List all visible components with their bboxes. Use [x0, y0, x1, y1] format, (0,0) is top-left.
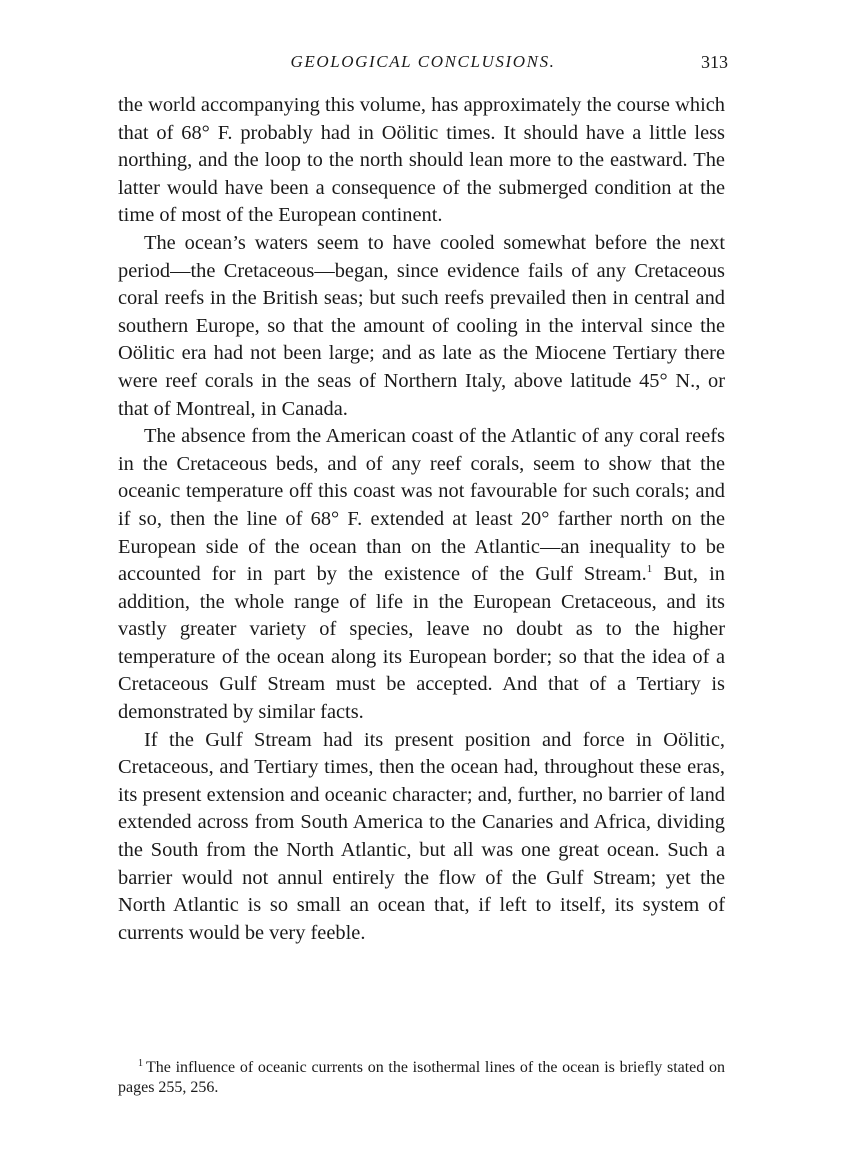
paragraph-continued: the world accompanying this volume, has approximately the course which that of 68° F. probably had in Oölitic times. It should have a little less northing, and the loop to the north should lean more to the eastward. The latter would have been a consequence of the submerged condition at the time of most of the European continent. — [118, 94, 725, 227]
paragraph-cooling: The ocean’s waters seem to have cooled somewhat before the next period—the Cretaceous—began, since evidence fails of any Cretaceous coral reefs in the British seas; but such reefs prevailed then in central and southern Europe, so that the amount of cooling in the interval since the Oölitic era had not been large; and as late as the Miocene Tertiary there were reef corals in the seas of Northern Italy, above latitude 45° N., or that of Montreal, in Canada. — [118, 231, 725, 420]
paragraph-text-after-ref: But, in addition, the whole range of life in the European Cretaceous, and its vastly greater variety of species, leave no doubt as to the higher temperature of the ocean along its European border; so that the idea of a Cretaceous Gulf Stream must be accepted. And that of a Tertiary is demonstrated by similar facts. — [118, 563, 725, 724]
body-text — [118, 92, 725, 947]
page-number: 313 — [701, 52, 728, 72]
running-title: GEOLOGICAL CONCLUSIONS. — [290, 52, 556, 71]
footnote-text: The influence of oceanic currents on the isothermal lines of the ocean is briefly stated on pages 255, 256. — [118, 1059, 725, 1096]
paragraph-gulf-stream — [118, 423, 725, 727]
paragraph-text-before-ref: The absence from the American coast of the Atlantic of any coral reefs in the Cretaceous beds, and of any reef corals, seem to show that the oceanic temperature off this coast was not favourable for such corals; and if so, then the line of 68° F. extended at least 20° farther north on the European side of the ocean than on the Atlantic—an inequality to be accounted for in part by the existence of the Gulf Stream. — [118, 425, 725, 586]
footnote-mark: 1 — [138, 1057, 143, 1069]
paragraph-ocean-extension: If the Gulf Stream had its present position and force in Oölitic, Cretaceous, and Tertiary times, then the ocean had, throughout these eras, its present extension and oceanic character; and, further, no barrier of land extended across from South America to the Canaries and Africa, dividing the South from the North Atlantic, but all was one great ocean. Such a barrier would not annul entirely the flow of the Gulf Stream; yet the North Atlantic is so small an ocean that, if left to itself, its system of currents would be very feeble. — [118, 728, 725, 944]
running-head — [118, 52, 728, 78]
footnote — [118, 1058, 725, 1098]
footnote-paragraph — [118, 1058, 725, 1098]
footnote-reference-mark: 1 — [646, 563, 653, 576]
